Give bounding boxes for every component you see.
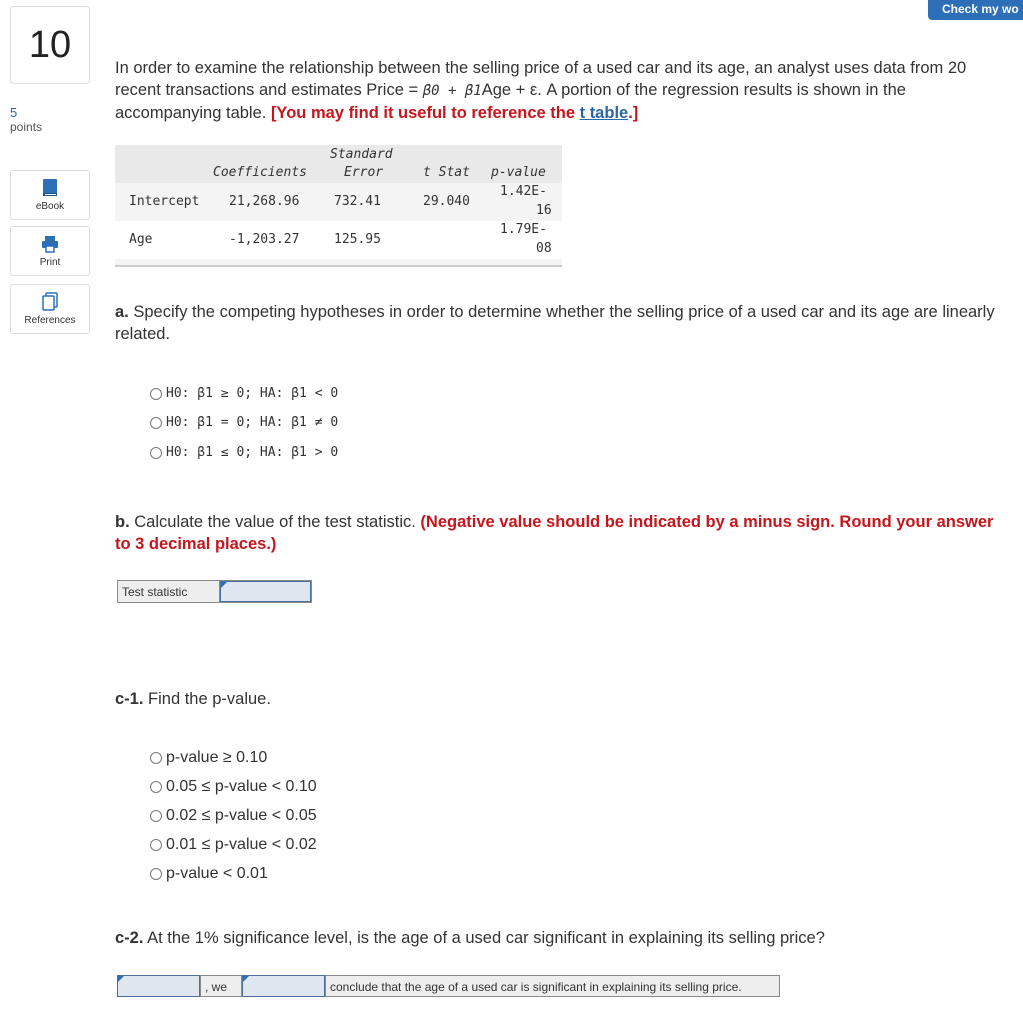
part-c2-label: c-2. [115, 929, 144, 947]
row-pvalue-2: 16 [536, 203, 552, 218]
beta1-symbol: β1 [464, 83, 482, 99]
table-reference-note: [You may find it useful to reference the t table.] [270, 104, 639, 122]
pvalue-option-1[interactable]: p-value ≥ 0.10 [150, 749, 267, 767]
radio-button[interactable] [150, 810, 162, 822]
printer-icon [40, 234, 60, 254]
conclusion-dropdown[interactable] [242, 975, 325, 997]
row-tstat: 29.040 [423, 194, 470, 209]
row-pvalue-1: 1.79E- [500, 222, 547, 237]
check-my-work-button[interactable]: Check my wo [928, 0, 1023, 20]
references-icon [41, 292, 59, 312]
regression-table [115, 145, 562, 267]
header-tstat: t Stat [423, 165, 470, 180]
points-label: points [10, 120, 43, 134]
row-coef: 21,268.96 [229, 194, 300, 209]
hypothesis-option-1[interactable]: H0: β1 ≥ 0; HA: β1 < 0 [150, 386, 338, 401]
radio-button[interactable] [150, 781, 162, 793]
part-b-question [115, 511, 995, 555]
radio-button[interactable] [150, 447, 162, 459]
beta0-symbol: β0 [422, 83, 440, 99]
hypothesis-option-3[interactable]: H0: β1 ≤ 0; HA: β1 > 0 [150, 445, 338, 460]
part-c1-question [115, 688, 271, 710]
row-coef: -1,203.27 [229, 232, 300, 247]
part-b-label: b. [115, 513, 130, 531]
ebook-label: eBook [35, 201, 65, 212]
book-icon [41, 178, 59, 198]
pvalue-option-5[interactable]: p-value < 0.01 [150, 865, 268, 883]
points-value: 5 [10, 105, 18, 120]
radio-button[interactable] [150, 752, 162, 764]
table-footer [115, 259, 562, 267]
references-label: References [24, 315, 76, 326]
part-a-question [115, 301, 995, 345]
part-a-text: Specify the competing hypotheses in order to determine whether the selling price of a used car and its age are linearly related. [115, 303, 995, 343]
radio-button[interactable] [150, 868, 162, 880]
row-label: Age [129, 232, 153, 247]
test-statistic-row [117, 580, 312, 603]
header-standard: Standard [330, 147, 393, 162]
conclusion-text: conclude that the age of a used car is significant in explaining its selling price. [325, 975, 780, 997]
pvalue-option-4[interactable]: 0.01 ≤ p-value < 0.02 [150, 836, 317, 854]
row-se: 125.95 [334, 232, 381, 247]
print-label: Print [39, 257, 61, 268]
part-c1-text: Find the p-value. [143, 690, 271, 708]
radio-button[interactable] [150, 417, 162, 429]
intro-text-2: Age + ε. A portion of the regression results is shown in the accompanying table. [115, 81, 906, 122]
part-a-label: a. [115, 303, 129, 321]
print-button[interactable] [10, 226, 90, 276]
test-statistic-input[interactable] [220, 581, 311, 602]
hypothesis-option-2[interactable]: H0: β1 = 0; HA: β1 ≠ 0 [150, 415, 338, 430]
part-b-instruction: (Negative value should be indicated by a minus sign. Round your answer to 3 decimal places.) [115, 513, 994, 553]
table-row [115, 183, 562, 221]
part-c1-label: c-1. [115, 690, 144, 708]
pvalue-option-2[interactable]: 0.05 ≤ p-value < 0.10 [150, 778, 317, 796]
table-header [115, 145, 562, 183]
ebook-button[interactable] [10, 170, 90, 220]
references-button[interactable] [10, 284, 90, 334]
t-table-link[interactable]: t table [579, 104, 629, 122]
test-statistic-label: Test statistic [118, 581, 220, 602]
radio-button[interactable] [150, 839, 162, 851]
problem-statement [115, 57, 1005, 124]
intro-text-1: In order to examine the relationship between the selling price of a used car and its age, an analyst uses data from 20 recent transactions and estimates Price = [115, 59, 967, 99]
row-pvalue-1: 1.42E- [500, 184, 547, 199]
points-info [10, 106, 42, 134]
part-c2-text: At the 1% significance level, is the age of a used car significant in explaining its selling price? [143, 929, 825, 947]
part-c2-question [115, 927, 995, 949]
row-label: Intercept [129, 194, 200, 209]
row-pvalue-2: 08 [536, 241, 552, 256]
header-pvalue: p-value [491, 165, 546, 180]
radio-button[interactable] [150, 388, 162, 400]
part-c2-answer-row [117, 975, 780, 998]
we-label: , we [200, 975, 242, 997]
table-row [115, 221, 562, 259]
row-se: 732.41 [334, 194, 381, 209]
header-error: Error [344, 165, 384, 180]
part-b-text: Calculate the value of the test statistic. [129, 513, 421, 531]
plus-sign: + [439, 83, 465, 99]
pvalue-option-3[interactable]: 0.02 ≤ p-value < 0.05 [150, 807, 317, 825]
header-coefficients: Coefficients [213, 165, 307, 180]
question-number: 10 [10, 6, 90, 84]
decision-dropdown[interactable] [117, 975, 200, 997]
